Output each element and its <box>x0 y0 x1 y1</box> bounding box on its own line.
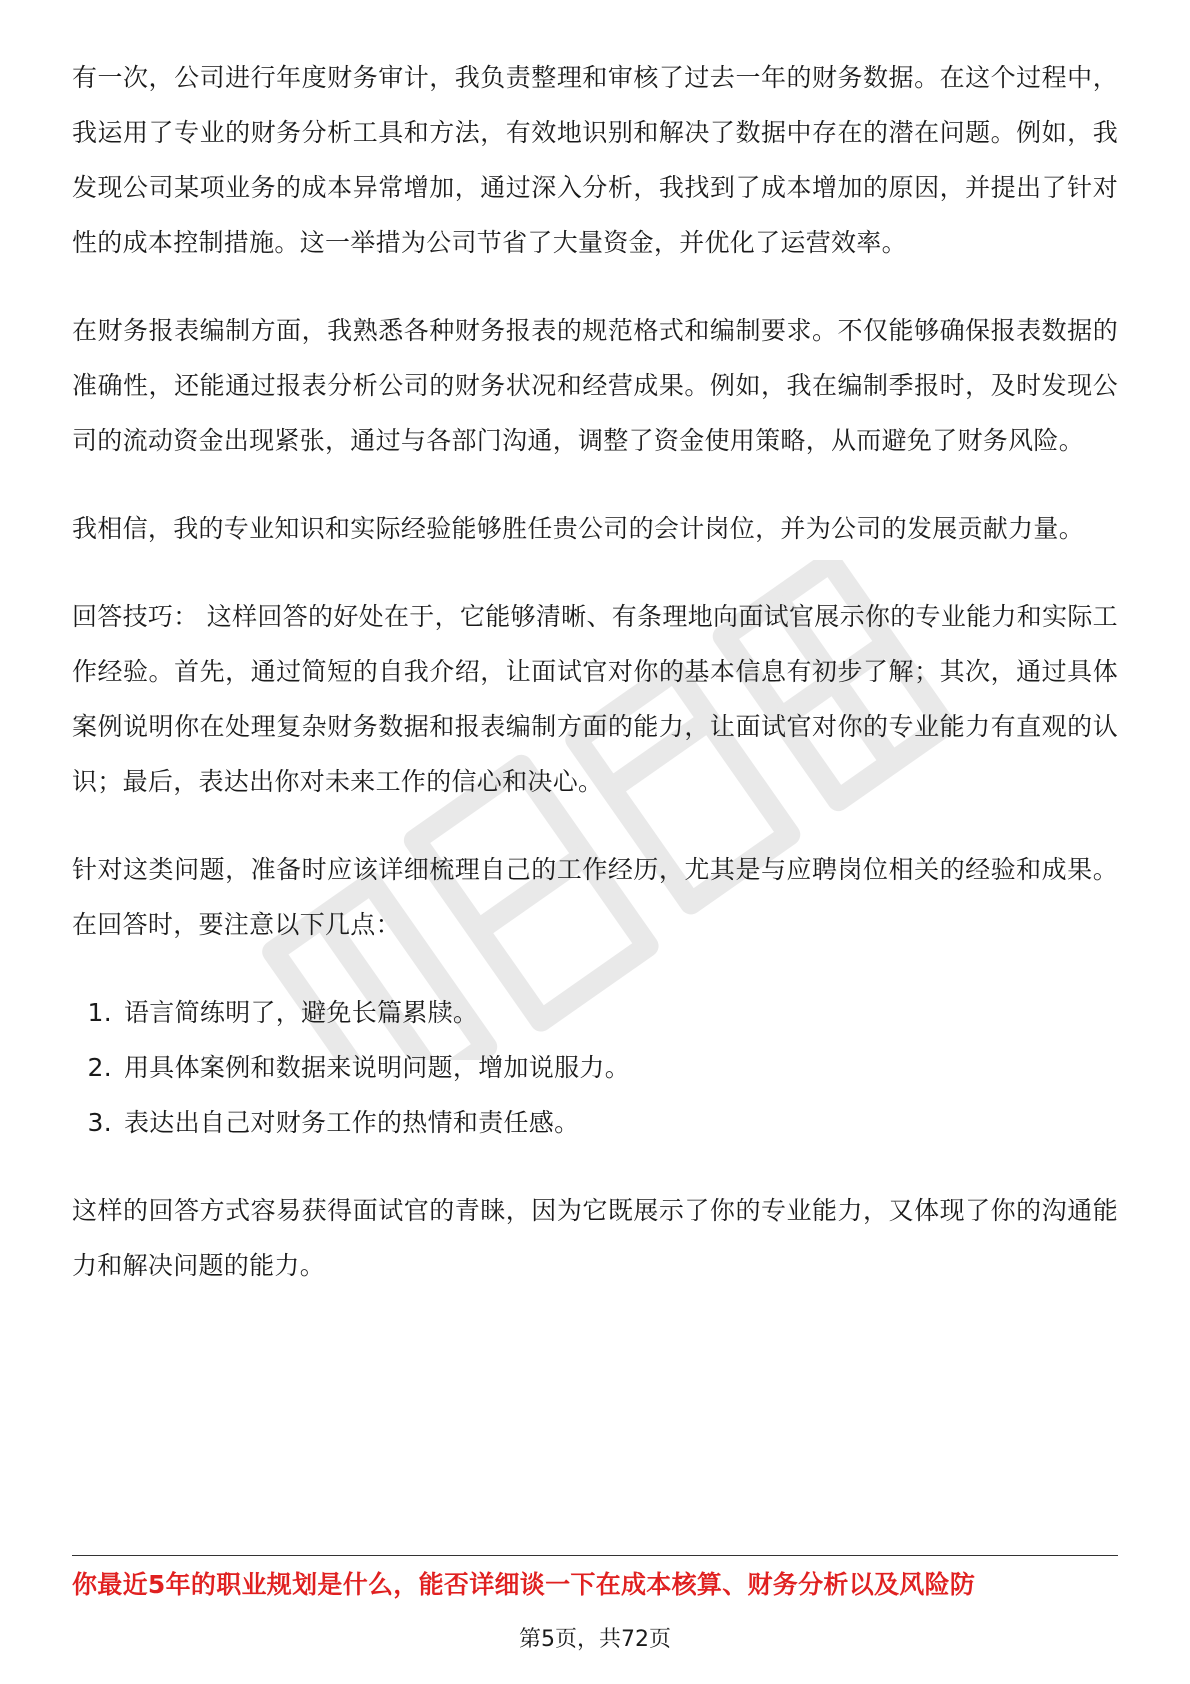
tips-list <box>72 985 1118 1150</box>
main-content <box>72 50 1118 1326</box>
list-text: 表达出自己对财务工作的热情和责任感。 <box>124 1108 580 1137</box>
paragraph-audit-example: 有一次，公司进行年度财务审计，我负责整理和审核了过去一年的财务数据。在这个过程中，我运用了专业的财务分析工具和方法，有效地识别和解决了数据中存在的潜在问题。例如，我发现公司某项业务的成本异常增加，通过深入分析，我找到了成本增加的原因，并提出了针对性的成本控制措施。这一举措为公司节省了大量资金，并优化了运营效率。 <box>72 63 1118 257</box>
list-number: 1. <box>87 998 112 1027</box>
list-number: 2. <box>87 1053 112 1082</box>
section-divider <box>72 1555 1118 1556</box>
paragraph-conclusion: 我相信，我的专业知识和实际经验能够胜任贵公司的会计岗位，并为公司的发展贡献力量。 <box>72 514 1085 543</box>
paragraph-closing: 这样的回答方式容易获得面试官的青睐，因为它既展示了你的专业能力，又体现了你的沟通能力和解决问题的能力。 <box>72 1196 1118 1280</box>
page-footer: 第5页，共72页 <box>519 1627 671 1652</box>
paragraph-reporting-example: 在财务报表编制方面，我熟悉各种财务报表的规范格式和编制要求。不仅能够确保报表数据的准确性，还能通过报表分析公司的财务状况和经营成果。例如，我在编制季报时，及时发现公司的流动资金出现紧张，通过与各部门沟通，调整了资金使用策略，从而避免了财务风险。 <box>72 316 1118 455</box>
paragraph-answer-tips: 回答技巧： 这样回答的好处在于，它能够清晰、有条理地向面试官展示你的专业能力和实际工作经验。首先，通过简短的自我介绍，让面试官对你的基本信息有初步了解；其次，通过具体案例说明你在处理复杂财务数据和报表编制方面的能力，让面试官对你的专业能力有直观的认识；最后，表达出你对未来工作的信心和决心。 <box>72 602 1118 796</box>
list-text: 语言简练明了，避免长篇累牍。 <box>124 998 479 1027</box>
list-item <box>72 1095 1118 1150</box>
list-text: 用具体案例和数据来说明问题，增加说服力。 <box>124 1053 631 1082</box>
list-item <box>72 985 1118 1040</box>
paragraph-preparation: 针对这类问题，准备时应该详细梳理自己的工作经历，尤其是与应聘岗位相关的经验和成果。在回答时，要注意以下几点： <box>72 855 1118 939</box>
list-item <box>72 1040 1118 1095</box>
next-question-heading: 你最近5年的职业规划是什么，能否详细谈一下在成本核算、财务分析以及风险防 <box>72 1570 976 1599</box>
list-number: 3. <box>87 1108 112 1137</box>
